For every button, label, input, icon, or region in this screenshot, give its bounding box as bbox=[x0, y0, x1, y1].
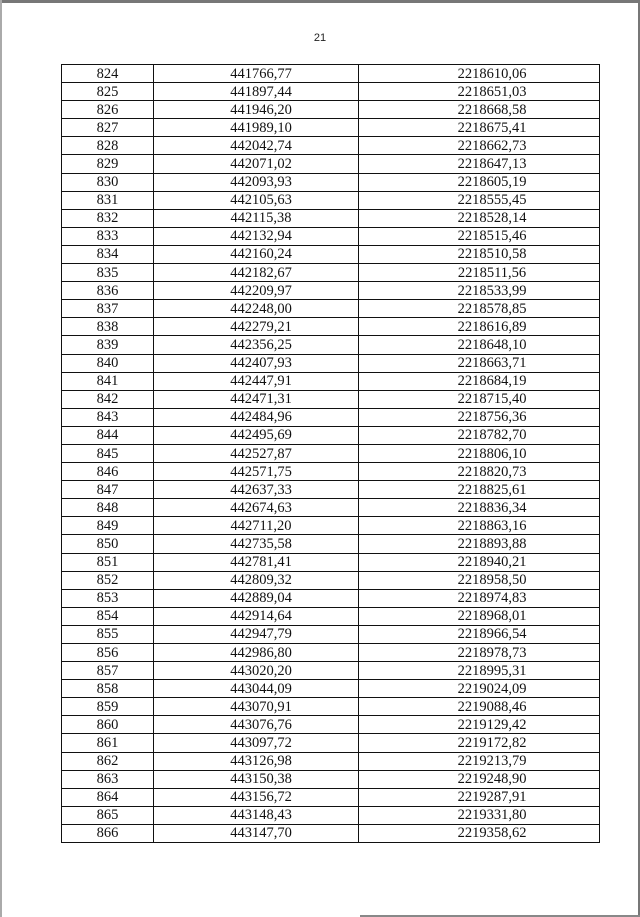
scan-edge-left bbox=[0, 0, 2, 917]
x-coordinate-cell: 442248,00 bbox=[154, 300, 359, 318]
point-number-cell: 844 bbox=[62, 426, 154, 444]
point-number-cell: 864 bbox=[62, 788, 154, 806]
coordinates-table-body bbox=[62, 65, 600, 843]
table-row bbox=[62, 83, 600, 101]
point-number-cell: 828 bbox=[62, 137, 154, 155]
y-coordinate-cell: 2218825,61 bbox=[359, 481, 600, 499]
table-row bbox=[62, 336, 600, 354]
y-coordinate-cell: 2218836,34 bbox=[359, 499, 600, 517]
point-number-cell: 834 bbox=[62, 245, 154, 263]
x-coordinate-cell: 442105,63 bbox=[154, 191, 359, 209]
table-row bbox=[62, 354, 600, 372]
point-number-cell: 838 bbox=[62, 318, 154, 336]
y-coordinate-cell: 2218610,06 bbox=[359, 65, 600, 83]
x-coordinate-cell: 442071,02 bbox=[154, 155, 359, 173]
point-number-cell: 855 bbox=[62, 625, 154, 643]
y-coordinate-cell: 2219287,91 bbox=[359, 788, 600, 806]
table-row bbox=[62, 662, 600, 680]
y-coordinate-cell: 2218662,73 bbox=[359, 137, 600, 155]
table-row bbox=[62, 444, 600, 462]
point-number-cell: 842 bbox=[62, 390, 154, 408]
point-number-cell: 840 bbox=[62, 354, 154, 372]
point-number-cell: 824 bbox=[62, 65, 154, 83]
y-coordinate-cell: 2218528,14 bbox=[359, 209, 600, 227]
x-coordinate-cell: 442132,94 bbox=[154, 227, 359, 245]
y-coordinate-cell: 2218515,46 bbox=[359, 227, 600, 245]
table-row bbox=[62, 734, 600, 752]
table-row bbox=[62, 390, 600, 408]
table-row bbox=[62, 318, 600, 336]
x-coordinate-cell: 442447,91 bbox=[154, 372, 359, 390]
y-coordinate-cell: 2219248,90 bbox=[359, 770, 600, 788]
x-coordinate-cell: 442279,21 bbox=[154, 318, 359, 336]
x-coordinate-cell: 442914,64 bbox=[154, 607, 359, 625]
table-row bbox=[62, 607, 600, 625]
x-coordinate-cell: 441989,10 bbox=[154, 119, 359, 137]
y-coordinate-cell: 2218663,71 bbox=[359, 354, 600, 372]
x-coordinate-cell: 442527,87 bbox=[154, 444, 359, 462]
y-coordinate-cell: 2218782,70 bbox=[359, 426, 600, 444]
point-number-cell: 856 bbox=[62, 644, 154, 662]
y-coordinate-cell: 2219331,80 bbox=[359, 806, 600, 824]
y-coordinate-cell: 2218806,10 bbox=[359, 444, 600, 462]
table-row bbox=[62, 824, 600, 842]
table-row bbox=[62, 264, 600, 282]
y-coordinate-cell: 2218675,41 bbox=[359, 119, 600, 137]
y-coordinate-cell: 2218651,03 bbox=[359, 83, 600, 101]
point-number-cell: 847 bbox=[62, 481, 154, 499]
x-coordinate-cell: 443070,91 bbox=[154, 698, 359, 716]
point-number-cell: 854 bbox=[62, 607, 154, 625]
point-number-cell: 861 bbox=[62, 734, 154, 752]
table-row bbox=[62, 770, 600, 788]
y-coordinate-cell: 2218958,50 bbox=[359, 571, 600, 589]
x-coordinate-cell: 442495,69 bbox=[154, 426, 359, 444]
scan-edge-top bbox=[0, 0, 640, 3]
point-number-cell: 841 bbox=[62, 372, 154, 390]
x-coordinate-cell: 443147,70 bbox=[154, 824, 359, 842]
table-row bbox=[62, 806, 600, 824]
point-number-cell: 859 bbox=[62, 698, 154, 716]
table-row bbox=[62, 481, 600, 499]
table-row bbox=[62, 137, 600, 155]
y-coordinate-cell: 2218511,56 bbox=[359, 264, 600, 282]
table-row bbox=[62, 517, 600, 535]
table-row bbox=[62, 101, 600, 119]
table-row bbox=[62, 463, 600, 481]
x-coordinate-cell: 443076,76 bbox=[154, 716, 359, 734]
table-row bbox=[62, 625, 600, 643]
y-coordinate-cell: 2218978,73 bbox=[359, 644, 600, 662]
y-coordinate-cell: 2218974,83 bbox=[359, 589, 600, 607]
point-number-cell: 826 bbox=[62, 101, 154, 119]
table-row bbox=[62, 644, 600, 662]
table-row bbox=[62, 372, 600, 390]
table-row bbox=[62, 553, 600, 571]
x-coordinate-cell: 443148,43 bbox=[154, 806, 359, 824]
y-coordinate-cell: 2219172,82 bbox=[359, 734, 600, 752]
x-coordinate-cell: 443150,38 bbox=[154, 770, 359, 788]
x-coordinate-cell: 442115,38 bbox=[154, 209, 359, 227]
point-number-cell: 851 bbox=[62, 553, 154, 571]
table-row bbox=[62, 408, 600, 426]
table-row bbox=[62, 698, 600, 716]
point-number-cell: 849 bbox=[62, 517, 154, 535]
point-number-cell: 843 bbox=[62, 408, 154, 426]
x-coordinate-cell: 442209,97 bbox=[154, 282, 359, 300]
y-coordinate-cell: 2219358,62 bbox=[359, 824, 600, 842]
x-coordinate-cell: 442781,41 bbox=[154, 553, 359, 571]
x-coordinate-cell: 442471,31 bbox=[154, 390, 359, 408]
x-coordinate-cell: 441897,44 bbox=[154, 83, 359, 101]
point-number-cell: 857 bbox=[62, 662, 154, 680]
x-coordinate-cell: 442407,93 bbox=[154, 354, 359, 372]
table-row bbox=[62, 499, 600, 517]
point-number-cell: 839 bbox=[62, 336, 154, 354]
table-row bbox=[62, 191, 600, 209]
y-coordinate-cell: 2219088,46 bbox=[359, 698, 600, 716]
x-coordinate-cell: 443020,20 bbox=[154, 662, 359, 680]
y-coordinate-cell: 2218648,10 bbox=[359, 336, 600, 354]
page-number: 21 bbox=[313, 32, 327, 44]
y-coordinate-cell: 2218863,16 bbox=[359, 517, 600, 535]
x-coordinate-cell: 442986,80 bbox=[154, 644, 359, 662]
x-coordinate-cell: 442042,74 bbox=[154, 137, 359, 155]
y-coordinate-cell: 2218966,54 bbox=[359, 625, 600, 643]
table-row bbox=[62, 227, 600, 245]
table-row bbox=[62, 680, 600, 698]
point-number-cell: 863 bbox=[62, 770, 154, 788]
x-coordinate-cell: 443044,09 bbox=[154, 680, 359, 698]
table-row bbox=[62, 571, 600, 589]
x-coordinate-cell: 442571,75 bbox=[154, 463, 359, 481]
y-coordinate-cell: 2218820,73 bbox=[359, 463, 600, 481]
table-row bbox=[62, 426, 600, 444]
table-row bbox=[62, 589, 600, 607]
table-row bbox=[62, 752, 600, 770]
point-number-cell: 858 bbox=[62, 680, 154, 698]
x-coordinate-cell: 443097,72 bbox=[154, 734, 359, 752]
table-row bbox=[62, 119, 600, 137]
x-coordinate-cell: 442809,32 bbox=[154, 571, 359, 589]
point-number-cell: 848 bbox=[62, 499, 154, 517]
x-coordinate-cell: 442484,96 bbox=[154, 408, 359, 426]
x-coordinate-cell: 442947,79 bbox=[154, 625, 359, 643]
point-number-cell: 827 bbox=[62, 119, 154, 137]
table-row bbox=[62, 209, 600, 227]
y-coordinate-cell: 2218555,45 bbox=[359, 191, 600, 209]
table-row bbox=[62, 173, 600, 191]
point-number-cell: 825 bbox=[62, 83, 154, 101]
x-coordinate-cell: 442711,20 bbox=[154, 517, 359, 535]
y-coordinate-cell: 2219024,09 bbox=[359, 680, 600, 698]
point-number-cell: 853 bbox=[62, 589, 154, 607]
point-number-cell: 845 bbox=[62, 444, 154, 462]
x-coordinate-cell: 442160,24 bbox=[154, 245, 359, 263]
y-coordinate-cell: 2218756,36 bbox=[359, 408, 600, 426]
point-number-cell: 836 bbox=[62, 282, 154, 300]
table-row bbox=[62, 155, 600, 173]
coordinates-table bbox=[61, 64, 600, 843]
x-coordinate-cell: 443126,98 bbox=[154, 752, 359, 770]
point-number-cell: 835 bbox=[62, 264, 154, 282]
point-number-cell: 837 bbox=[62, 300, 154, 318]
table-row bbox=[62, 65, 600, 83]
point-number-cell: 831 bbox=[62, 191, 154, 209]
x-coordinate-cell: 442637,33 bbox=[154, 481, 359, 499]
y-coordinate-cell: 2219129,42 bbox=[359, 716, 600, 734]
point-number-cell: 860 bbox=[62, 716, 154, 734]
table-row bbox=[62, 788, 600, 806]
x-coordinate-cell: 442735,58 bbox=[154, 535, 359, 553]
y-coordinate-cell: 2218715,40 bbox=[359, 390, 600, 408]
y-coordinate-cell: 2218968,01 bbox=[359, 607, 600, 625]
point-number-cell: 833 bbox=[62, 227, 154, 245]
x-coordinate-cell: 442889,04 bbox=[154, 589, 359, 607]
point-number-cell: 829 bbox=[62, 155, 154, 173]
x-coordinate-cell: 442093,93 bbox=[154, 173, 359, 191]
x-coordinate-cell: 442182,67 bbox=[154, 264, 359, 282]
y-coordinate-cell: 2218684,19 bbox=[359, 372, 600, 390]
table-row bbox=[62, 282, 600, 300]
y-coordinate-cell: 2218578,85 bbox=[359, 300, 600, 318]
point-number-cell: 846 bbox=[62, 463, 154, 481]
y-coordinate-cell: 2218995,31 bbox=[359, 662, 600, 680]
x-coordinate-cell: 443156,72 bbox=[154, 788, 359, 806]
y-coordinate-cell: 2218893,88 bbox=[359, 535, 600, 553]
table-row bbox=[62, 245, 600, 263]
table-row bbox=[62, 300, 600, 318]
y-coordinate-cell: 2218533,99 bbox=[359, 282, 600, 300]
y-coordinate-cell: 2218940,21 bbox=[359, 553, 600, 571]
point-number-cell: 862 bbox=[62, 752, 154, 770]
x-coordinate-cell: 441766,77 bbox=[154, 65, 359, 83]
y-coordinate-cell: 2218647,13 bbox=[359, 155, 600, 173]
y-coordinate-cell: 2218616,89 bbox=[359, 318, 600, 336]
table-row bbox=[62, 716, 600, 734]
y-coordinate-cell: 2218605,19 bbox=[359, 173, 600, 191]
x-coordinate-cell: 441946,20 bbox=[154, 101, 359, 119]
table-row bbox=[62, 535, 600, 553]
point-number-cell: 830 bbox=[62, 173, 154, 191]
y-coordinate-cell: 2218510,58 bbox=[359, 245, 600, 263]
point-number-cell: 832 bbox=[62, 209, 154, 227]
x-coordinate-cell: 442674,63 bbox=[154, 499, 359, 517]
point-number-cell: 866 bbox=[62, 824, 154, 842]
point-number-cell: 852 bbox=[62, 571, 154, 589]
point-number-cell: 865 bbox=[62, 806, 154, 824]
y-coordinate-cell: 2219213,79 bbox=[359, 752, 600, 770]
point-number-cell: 850 bbox=[62, 535, 154, 553]
x-coordinate-cell: 442356,25 bbox=[154, 336, 359, 354]
y-coordinate-cell: 2218668,58 bbox=[359, 101, 600, 119]
